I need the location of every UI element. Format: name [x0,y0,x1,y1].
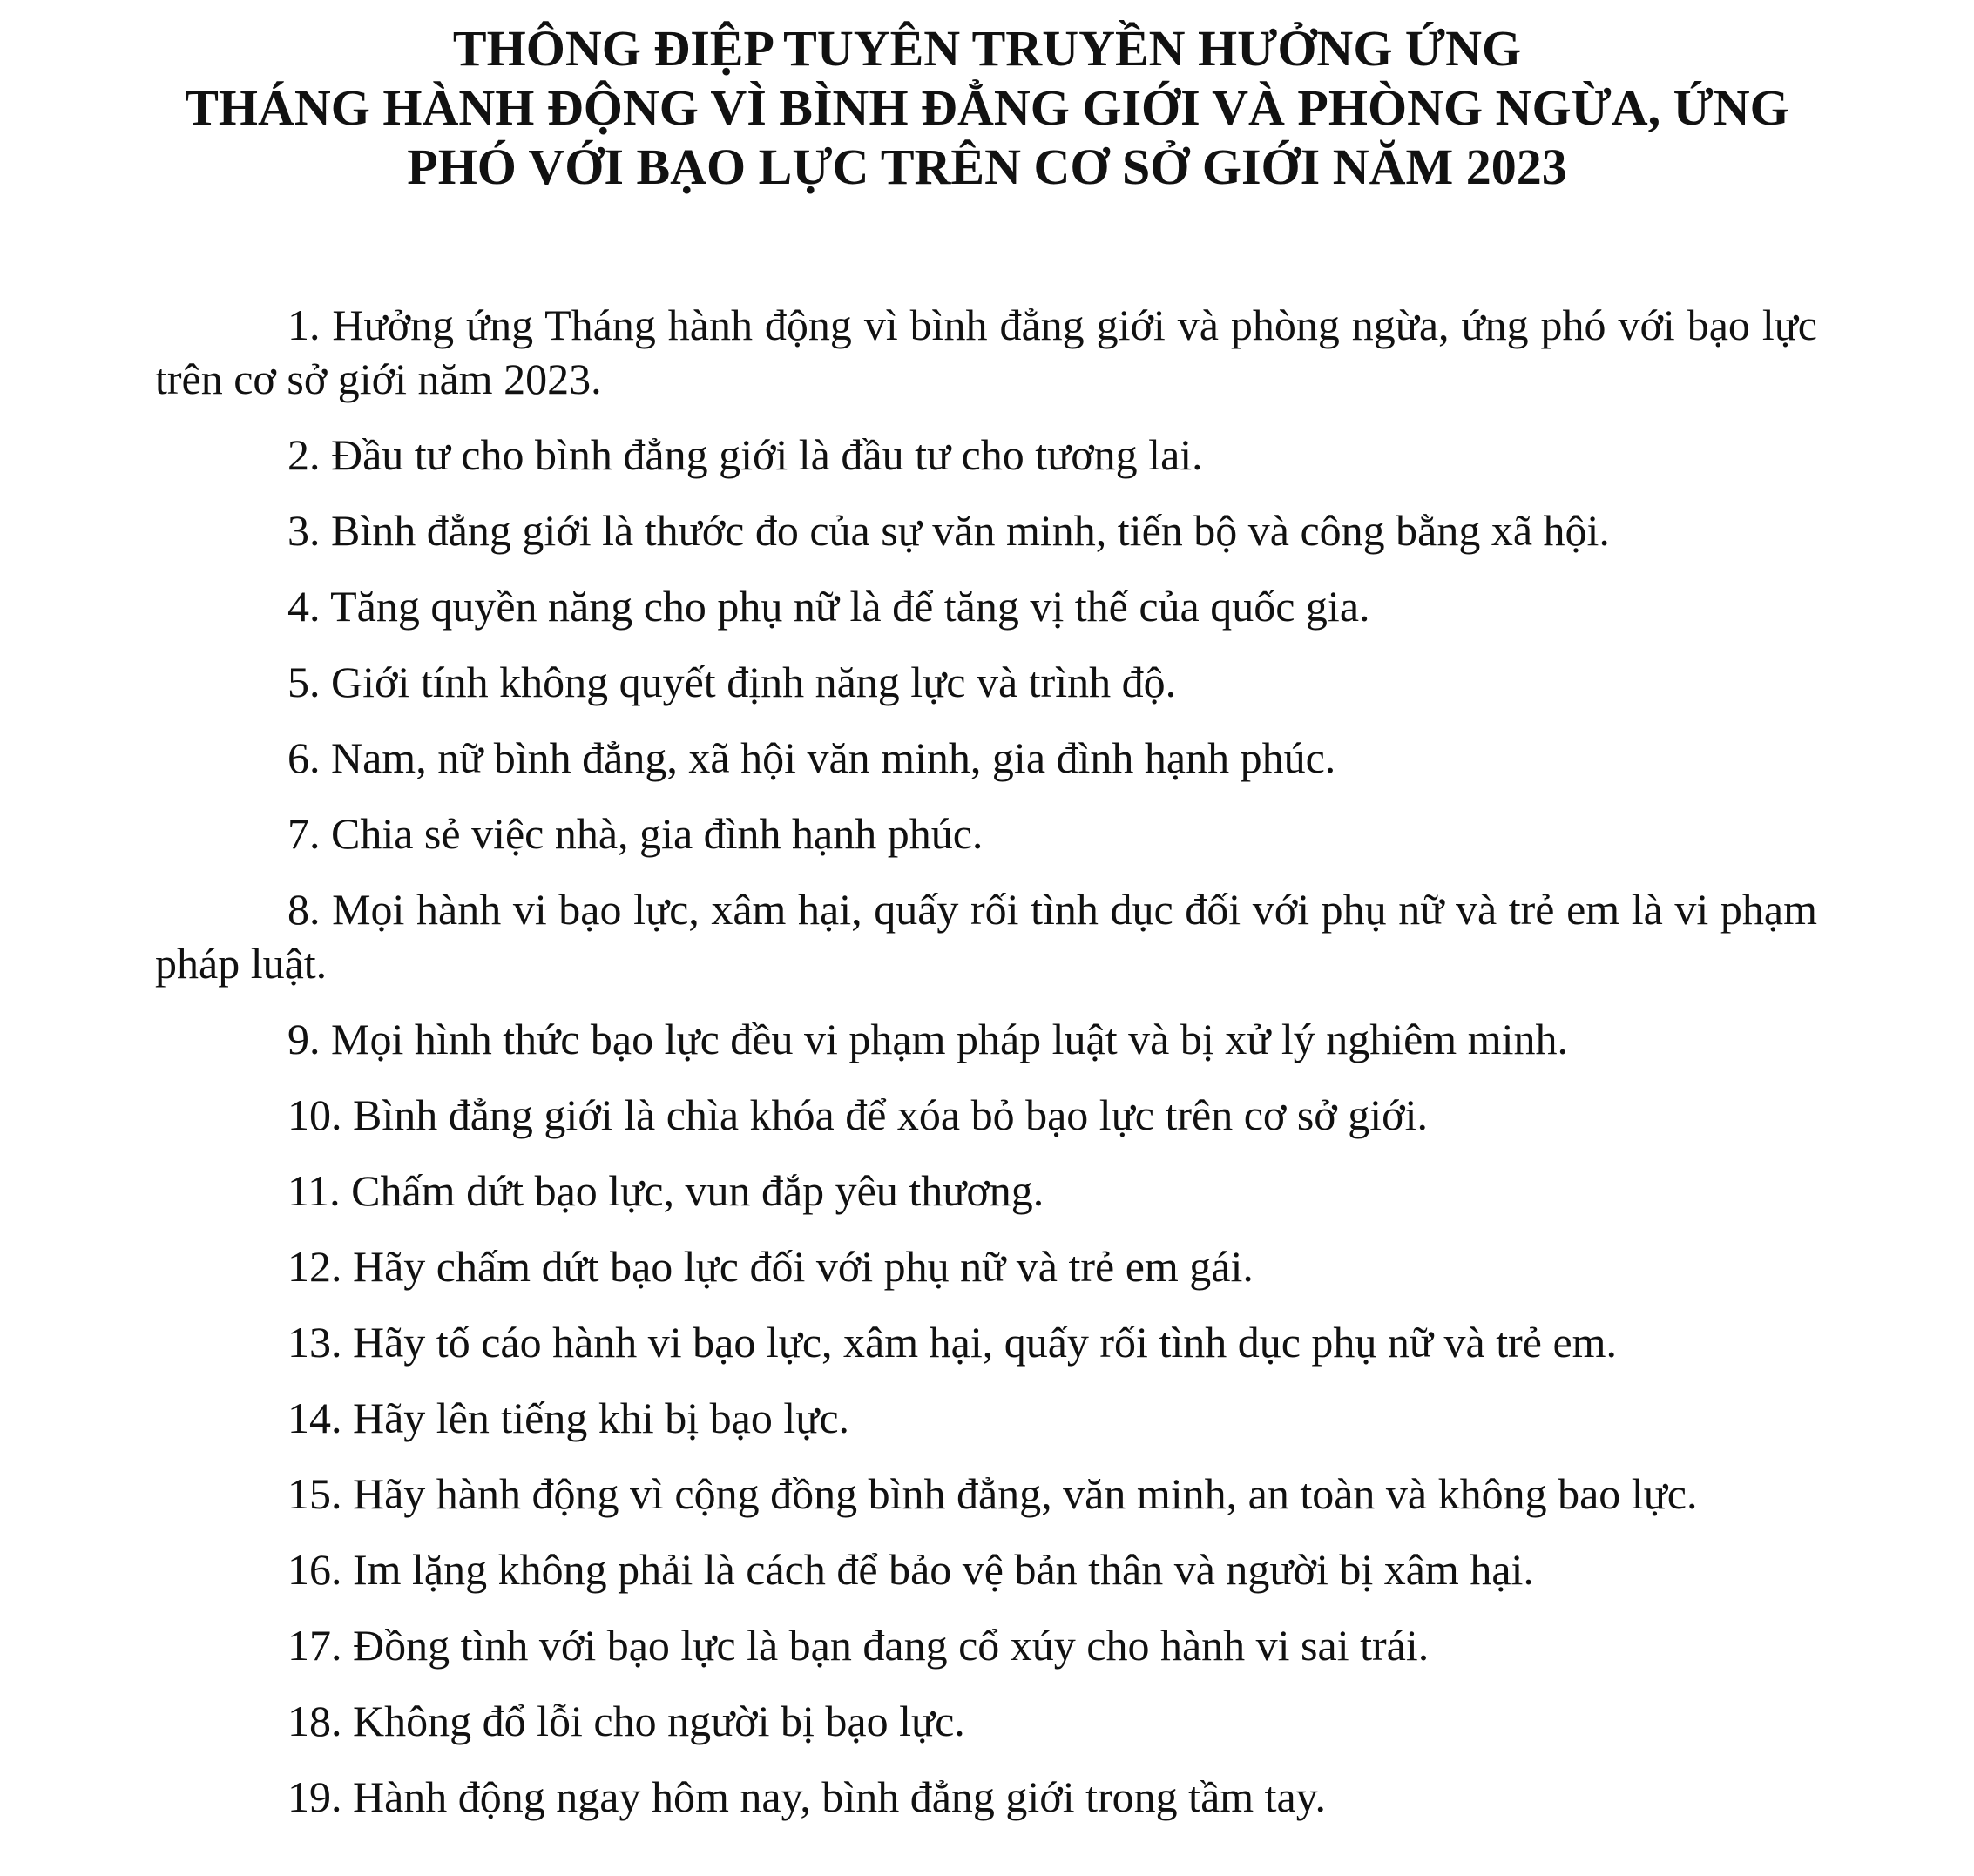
document-title [0,19,1974,197]
message-item-2: 2. Đầu tư cho bình đẳng giới là đầu tư cho tương lai. [287,430,1203,479]
message-item-12: 12. Hãy chấm dứt bạo lực đối với phụ nữ và trẻ em gái. [287,1242,1254,1291]
message-item-4: 4. Tăng quyền năng cho phụ nữ là để tăng vị thế của quốc gia. [287,582,1370,631]
message-list [155,298,1817,1846]
message-item-17: 17. Đồng tình với bạo lực là bạn đang cổ xúy cho hành vi sai trái. [287,1621,1430,1670]
message-item-7: 7. Chia sẻ việc nhà, gia đình hạnh phúc. [287,809,984,858]
message-item-3: 3. Bình đẳng giới là thước đo của sự văn minh, tiến bộ và công bằng xã hội. [287,506,1610,555]
message-item-10: 10. Bình đẳng giới là chìa khóa để xóa bỏ bạo lực trên cơ sở giới. [287,1090,1428,1139]
message-item-11: 11. Chấm dứt bạo lực, vun đắp yêu thương. [287,1166,1044,1215]
title-line-1: THÔNG ĐIỆP TUYÊN TRUYỀN HƯỞNG ỨNG [452,20,1522,77]
message-item-19: 19. Hành động ngay hôm nay, bình đẳng giới trong tầm tay. [287,1772,1326,1821]
message-item-9: 9. Mọi hình thức bạo lực đều vi phạm pháp luật và bị xử lý nghiêm minh. [287,1015,1568,1063]
message-item-13: 13. Hãy tố cáo hành vi bạo lực, xâm hại, quấy rối tình dục phụ nữ và trẻ em. [287,1318,1618,1367]
title-line-2: THÁNG HÀNH ĐỘNG VÌ BÌNH ĐẲNG GIỚI VÀ PHÒNG NGỪA, ỨNG [185,79,1789,136]
message-item-16: 16. Im lặng không phải là cách để bảo vệ bản thân và người bị xâm hại. [287,1545,1534,1594]
message-item-8: 8. Mọi hành vi bạo lực, xâm hại, quấy rối tình dục đối với phụ nữ và trẻ em là vi phạm pháp luật. [155,885,1817,988]
title-line-3: PHÓ VỚI BẠO LỰC TRÊN CƠ SỞ GIỚI NĂM 2023 [407,138,1567,195]
message-item-5: 5. Giới tính không quyết định năng lực và trình độ. [287,658,1177,706]
message-item-1: 1. Hưởng ứng Tháng hành động vì bình đẳng giới và phòng ngừa, ứng phó với bạo lực trên cơ sở giới năm 2023. [155,300,1817,403]
message-item-6: 6. Nam, nữ bình đẳng, xã hội văn minh, gia đình hạnh phúc. [287,733,1336,782]
message-item-18: 18. Không đổ lỗi cho người bị bạo lực. [287,1697,965,1745]
message-item-15: 15. Hãy hành động vì cộng đồng bình đẳng, văn minh, an toàn và không bao lực. [287,1469,1698,1518]
message-item-14: 14. Hãy lên tiếng khi bị bạo lực. [287,1394,850,1442]
